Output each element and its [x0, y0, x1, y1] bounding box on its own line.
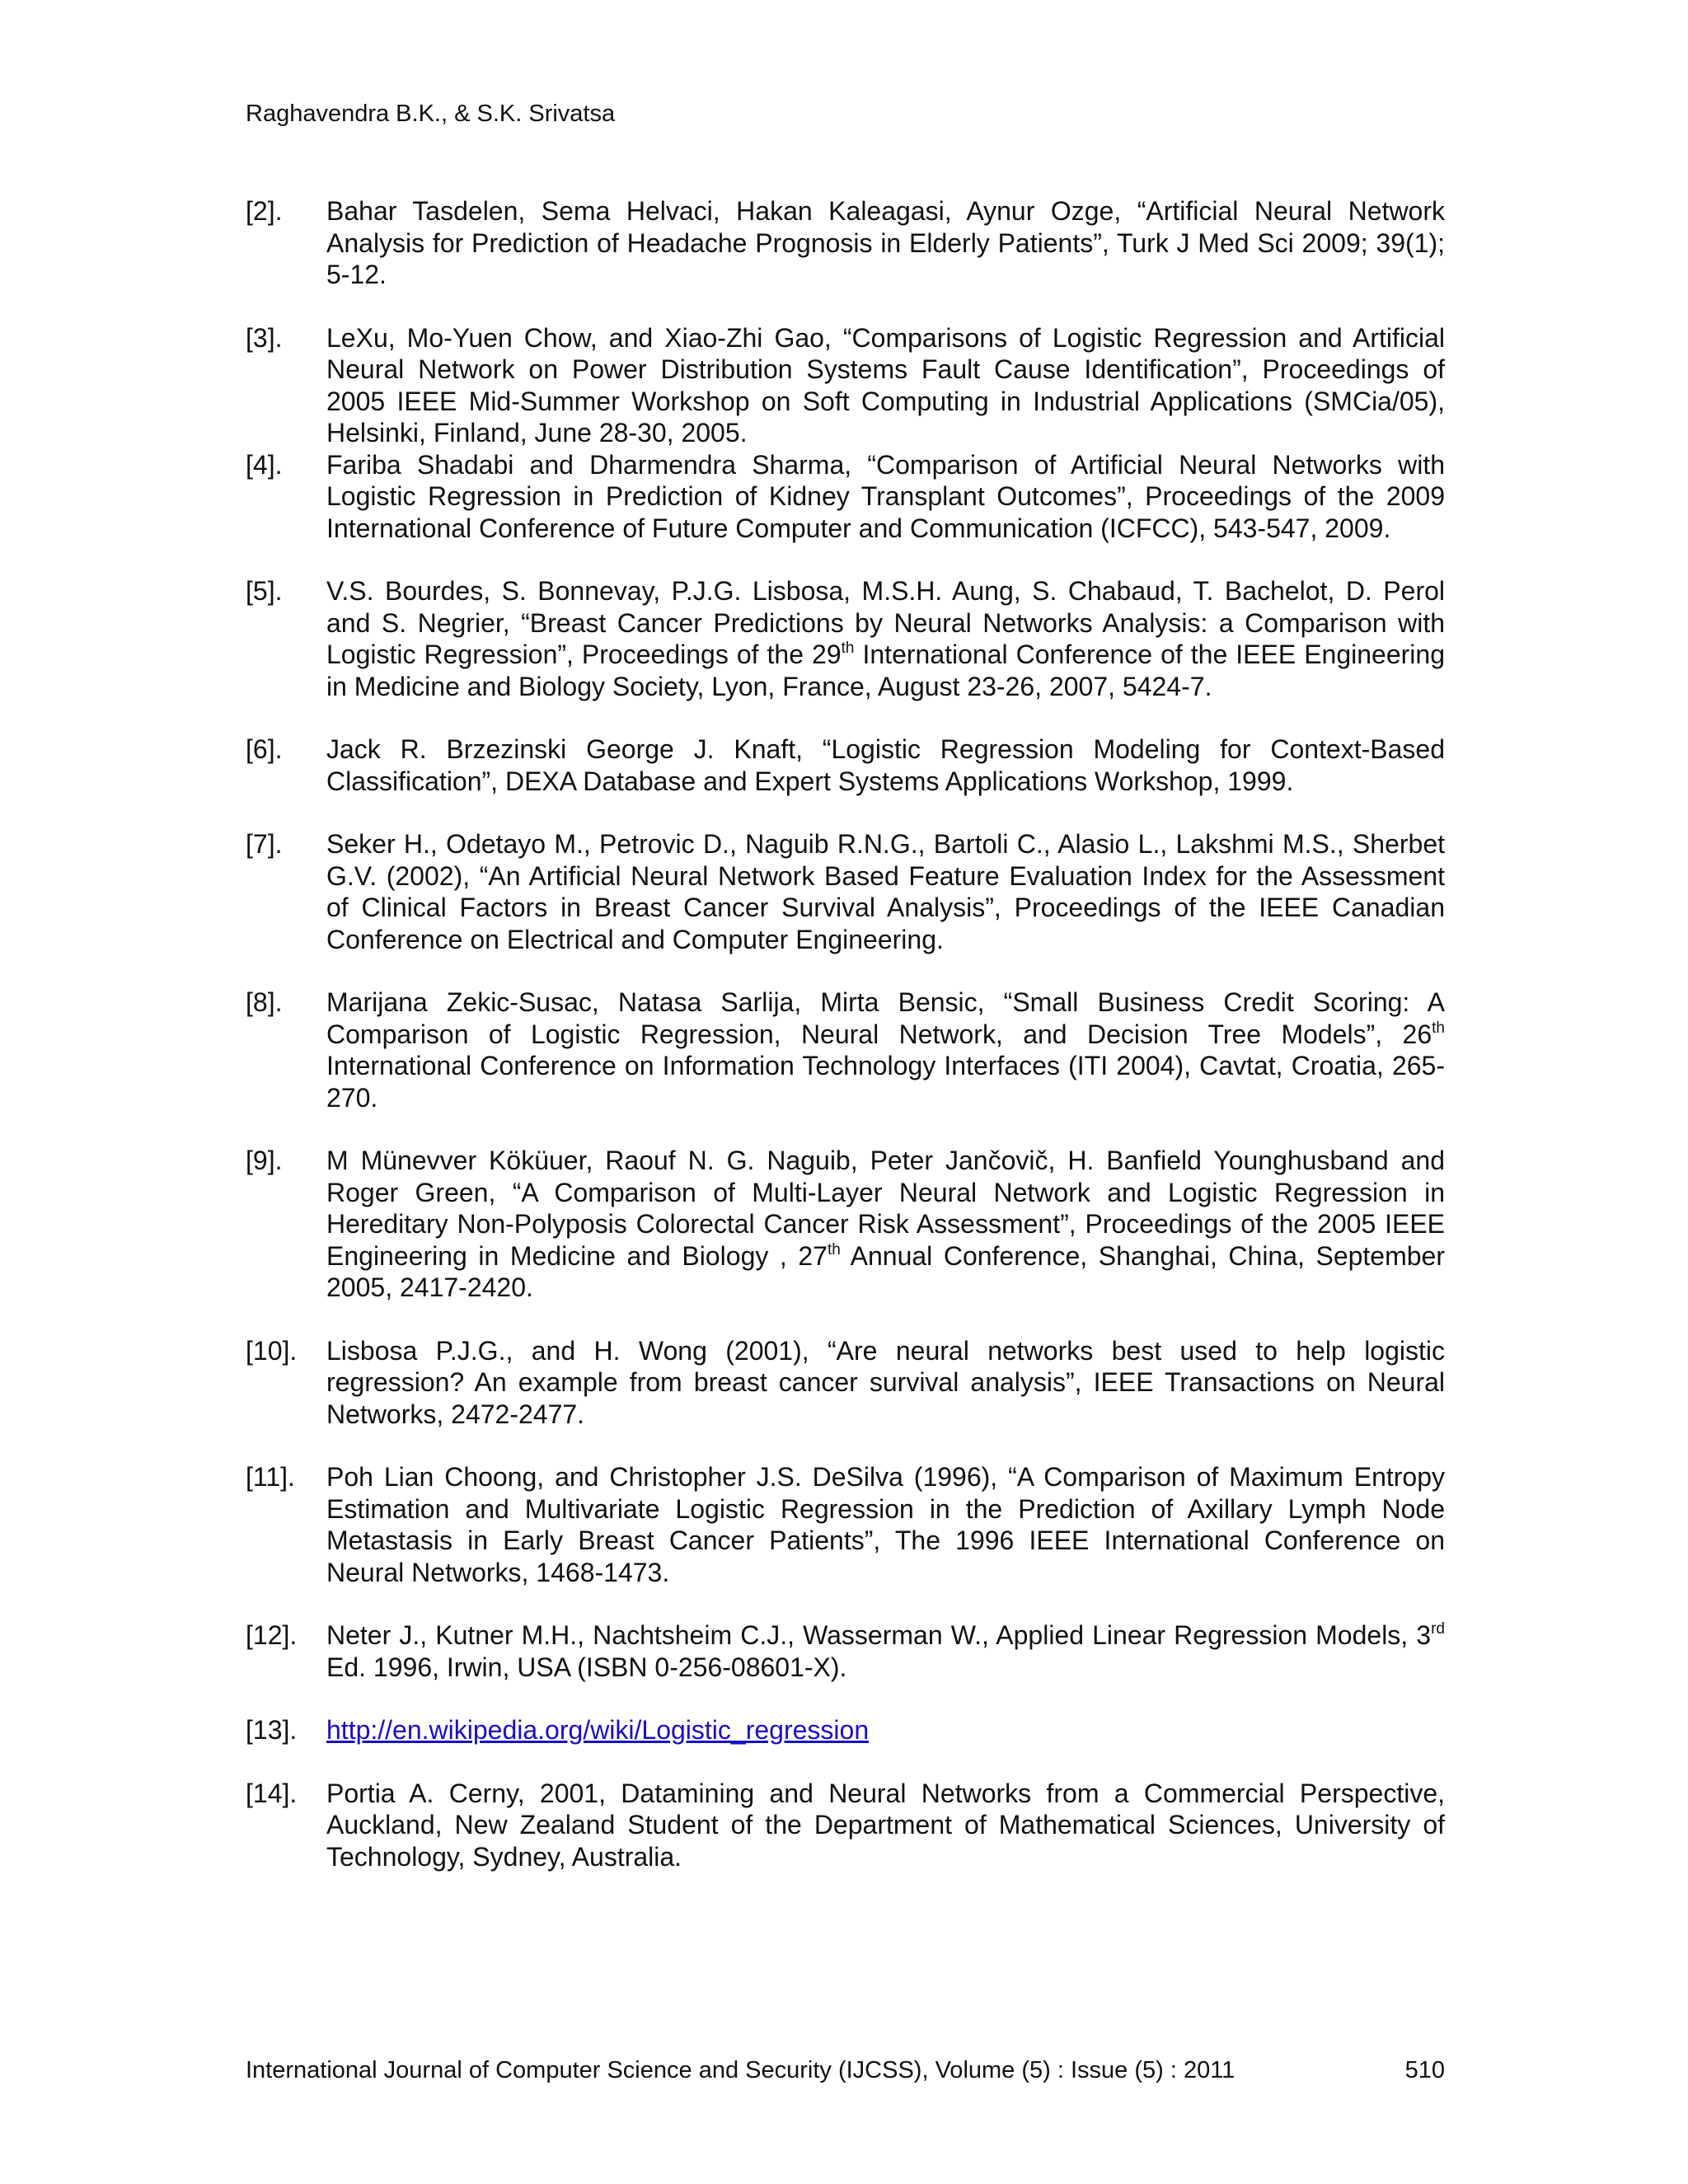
ordinal-superscript: rd	[1431, 1620, 1445, 1638]
reference-text-part: M Münevver Köküuer, Raouf N. G. Naguib, Peter Jančovič, H. Banfield Younghusband and Roger Green, “A Comparison of Multi-Layer Neural Network and Logistic Regression in Hereditary Non-Polyposis Colorectal Cancer Risk Assessment”, Proceedings of the 2005 IEEE Engineering in Medicine and Biology , 27	[326, 1146, 1445, 1271]
wikipedia-link[interactable]: http://en.wikipedia.org/wiki/Logistic_regression	[326, 1715, 870, 1745]
reference-item	[246, 1335, 1445, 1431]
reference-item	[246, 1714, 1445, 1746]
reference-text-part: Neter J., Kutner M.H., Nachtsheim C.J., Wasserman W., Applied Linear Regression Models, 3	[326, 1620, 1432, 1650]
reference-number: [10].	[246, 1335, 298, 1366]
reference-number: [2].	[246, 196, 283, 226]
reference-text: Portia A. Cerny, 2001, Datamining and Neural Networks from a Commercial Perspective, Auckland, New Zealand Student of the Department of Mathematical Sciences, University of Technology, Sydney, Australia.	[326, 1778, 1445, 1872]
reference-text	[326, 987, 1445, 1113]
reference-text: Poh Lian Choong, and Christopher J.S. DeSilva (1996), “A Comparison of Maximum Entropy Estimation and Multivariate Logistic Regression in the Prediction of Axillary Lymph Node Metastasis in Early Breast Cancer Patients”, The 1996 IEEE International Conference on Neural Networks, 1468-1473.	[326, 1462, 1445, 1587]
running-head: Raghavendra B.K., & S.K. Srivatsa	[246, 101, 616, 127]
reference-number: [3].	[246, 322, 283, 353]
journal-citation: International Journal of Computer Science and Security (IJCSS), Volume (5) : Issue (5) : 2011	[246, 2057, 1236, 2083]
reference-item	[246, 1145, 1445, 1304]
reference-item	[246, 195, 1445, 291]
reference-item	[246, 987, 1445, 1113]
reference-number: [4].	[246, 449, 283, 480]
reference-item	[246, 1461, 1445, 1588]
reference-text: LeXu, Mo-Yuen Chow, and Xiao-Zhi Gao, “Comparisons of Logistic Regression and Artificial Neural Network on Power Distribution Systems Fault Cause Identification”, Proceedings of 2005 IEEE Mid-Summer Workshop on Soft Computing in Industrial Applications (SMCia/05), Helsinki, Finland, June 28-30, 2005.	[326, 322, 1445, 448]
reference-item	[246, 575, 1445, 702]
reference-item	[246, 449, 1445, 545]
reference-text-part: V.S. Bourdes, S. Bonnevay, P.J.G. Lisbosa, M.S.H. Aung, S. Chabaud, T. Bachelot, D. Perol and S. Negrier, “Breast Cancer Predictions by Neural Networks Analysis: a Comparison with Logistic Regression”, Proceedings of the 29	[326, 576, 1445, 669]
reference-item	[246, 733, 1445, 797]
reference-number: [11].	[246, 1462, 295, 1492]
reference-number: [6].	[246, 734, 283, 764]
reference-item	[246, 322, 1445, 449]
reference-item	[246, 828, 1445, 955]
reference-text: Lisbosa P.J.G., and H. Wong (2001), “Are neural networks best used to help logistic regression? An example from breast cancer survival analysis”, IEEE Transactions on Neural Networks, 2472-2477.	[326, 1335, 1445, 1429]
reference-text-part: Ed. 1996, Irwin, USA (ISBN 0-256-08601-X).	[326, 1652, 847, 1682]
reference-text-part: International Conference of the IEEE Engineering in Medicine and Biology Society, Lyon, France, August 23-26, 2007, 5424-7.	[326, 640, 1446, 701]
reference-text: Seker H., Odetayo M., Petrovic D., Naguib R.N.G., Bartoli C., Alasio L., Lakshmi M.S., Sherbet G.V. (2002), “An Artificial Neural Network Based Feature Evaluation Index for the Assessment of Clinical Factors in Breast Cancer Survival Analysis”, Proceedings of the IEEE Canadian Conference on Electrical and Computer Engineering.	[326, 829, 1445, 954]
reference-number: [5].	[246, 576, 283, 606]
reference-text-part: International Conference on Information Technology Interfaces (ITI 2004), Cavtat, Croatia, 265-270.	[326, 1051, 1445, 1113]
reference-text	[326, 1714, 1445, 1746]
reference-text: Fariba Shadabi and Dharmendra Sharma, “Comparison of Artificial Neural Networks with Logistic Regression in Prediction of Kidney Transplant Outcomes”, Proceedings of the 2009 International Conference of Future Computer and Communication (ICFCC), 543-547, 2009.	[326, 449, 1445, 543]
page-number: 510	[1404, 2057, 1445, 2083]
reference-number: [13].	[246, 1715, 298, 1745]
ordinal-superscript: th	[841, 640, 855, 657]
reference-text: Jack R. Brzezinski George J. Knaft, “Logistic Regression Modeling for Context-Based Classification”, DEXA Database and Expert Systems Applications Workshop, 1999.	[326, 734, 1445, 796]
reference-number: [12].	[246, 1620, 298, 1650]
reference-list	[246, 195, 1445, 1872]
reference-text: Bahar Tasdelen, Sema Helvaci, Hakan Kaleagasi, Aynur Ozge, “Artificial Neural Network Analysis for Prediction of Headache Prognosis in Elderly Patients”, Turk J Med Sci 2009; 39(1); 5-12.	[326, 196, 1445, 289]
reference-number: [14].	[246, 1778, 298, 1808]
page-footer	[246, 2054, 1445, 2087]
reference-number: [9].	[246, 1146, 283, 1175]
reference-item	[246, 1778, 1445, 1873]
reference-number: [8].	[246, 987, 283, 1017]
reference-text	[326, 1619, 1445, 1683]
reference-number: [7].	[246, 829, 283, 859]
reference-text-part: Annual Conference, Shanghai, China, September 2005, 2417-2420.	[326, 1240, 1445, 1302]
ordinal-superscript: th	[827, 1240, 841, 1258]
reference-text	[326, 575, 1445, 702]
reference-text	[326, 1145, 1445, 1304]
reference-item	[246, 1619, 1445, 1683]
reference-text-part: Marijana Zekic-Susac, Natasa Sarlija, Mirta Bensic, “Small Business Credit Scoring: A Comparison of Logistic Regression, Neural Network, and Decision Tree Models”, 26	[326, 987, 1445, 1049]
ordinal-superscript: th	[1432, 1019, 1445, 1037]
